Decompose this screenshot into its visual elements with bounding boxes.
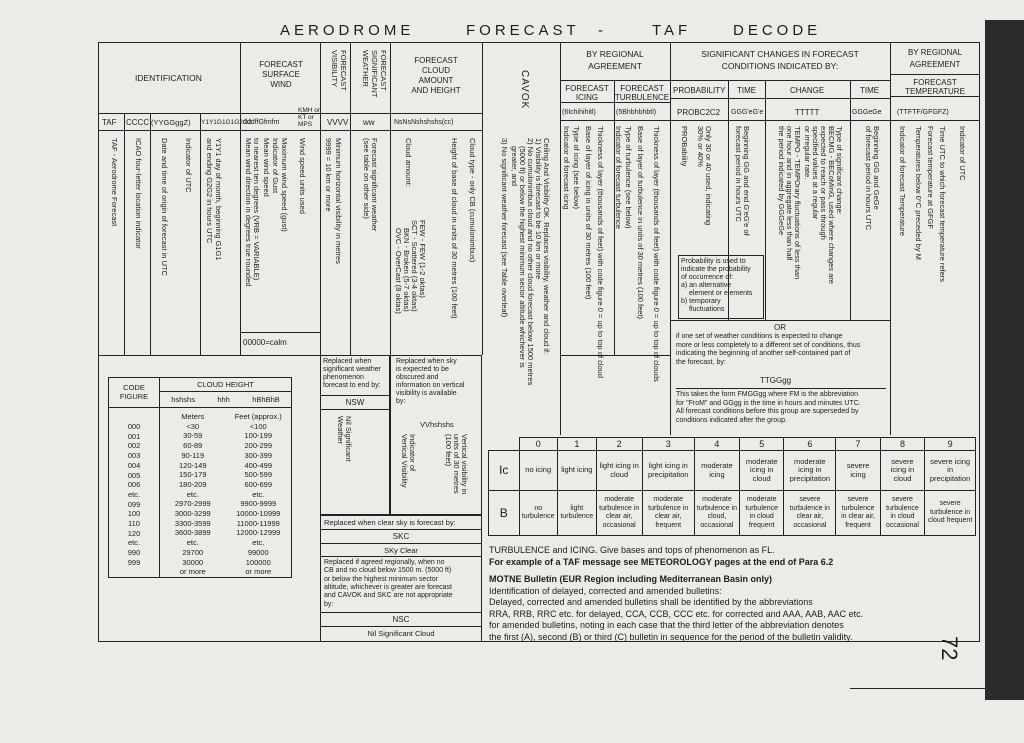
ic-cell: light icing [557,451,596,491]
desc-wind-2: to nearest ten degrees (VRB = VARIABLE) [252,138,261,281]
header-cavok: CAVOK [519,70,530,110]
ch-row-code: 990 [127,548,141,558]
header-sigwx-2: SIGNIFICANT [370,50,379,98]
rc-text2-6: by: [324,600,334,608]
rw-text-2: significant weather [323,366,381,373]
desc-cavok-1: Ceiling And Visibility OK. Replaces visibility, weather and cloud if: [542,138,551,355]
desc-vis-1: Minimum horizontal visibility in metres [334,138,343,264]
ch-row-feet: 10000-10999 [236,509,281,519]
header-sig-changes-2: CONDITIONS INDICATED BY: [721,61,839,71]
rw-code: NSW [345,398,365,407]
ch-row-meters: 3000-3299 [174,509,211,519]
rs-code: VVhshshs [420,420,454,429]
desc-change-8: the period indicated by GGGeGe [777,126,786,236]
b-cell: severe turbulence in cloud frequent [925,491,976,536]
rc-code2: NSC [392,615,410,624]
ch-row-feet: 500-599 [244,470,273,480]
header-regional-1a: BY REGIONAL [586,49,644,59]
rs-text-6: by: [396,398,406,405]
ch-row-code: 002 [127,441,141,451]
desc-prob-3: 30% or 40% [696,126,705,167]
or-text2-2: for "FroM" and GGgg is the time in hours and minutes UTC. [676,399,861,407]
note-line: MOTNE Bulletin (EUR Region including Mediterranean Basin only) [489,574,773,584]
ic-cell: light icing in cloud [596,451,642,491]
header-regional-2a: BY REGIONAL [907,48,963,57]
ic-cell: moderate icing [694,451,739,491]
b-label: B [489,491,520,536]
code-vvvv: VVVV [327,118,349,127]
ch-row-feet: 100-199 [244,431,273,441]
ib-col-head: 7 [836,438,880,451]
ch-height: CLOUD HEIGHT [160,378,291,392]
ch-meters-column [160,408,226,577]
ch-row-feet: <100 [249,421,267,431]
b-cell: light turbulence [557,491,596,536]
ch-row-feet: 200-299 [244,441,273,451]
ch-row-feet: 400-499 [244,460,273,470]
ch-row-meters: 30000 [182,557,204,567]
desc-wind-1: Mean wind direction in degrees true rounded [244,138,253,287]
desc-cloud-4: BKN - Broken (5-7 oktas) [402,228,411,312]
desc-icing-4: Thickness of layer (thousands of feet) with code figure 0 = up to top of cloud [596,126,605,379]
desc-cavok-4: (5000 ft) or below the highest minimum sector altitude whichever is [518,146,527,368]
rs-text-2: is expected to be [396,366,449,373]
ch-row-code: 110 [128,519,140,529]
prob-note-4: a) an alternative [681,282,732,289]
header-surface-wind-1: FORECAST [259,60,303,69]
or-text2-4: conditions indicated after the group. [676,416,787,424]
rc-text2-4: altitude, whichever is greater are forecast [324,583,453,591]
code-change: TTTTT [795,108,820,117]
desc-ww-1: Forecast significant weather [370,138,379,232]
cloud-height-table [108,377,292,578]
header-cloud-4: AND HEIGHT [411,86,461,95]
code-cccc: CCCC [126,118,150,127]
ch-sub-2: hhh [217,395,230,404]
ch-row-meters: etc. [186,538,199,548]
or-label: OR [774,323,786,332]
ch-unit-ft: Feet (approx.) [234,412,282,421]
ch-row-code: 120 [127,528,141,538]
b-cell: severe turbulence in clear air, occasional [784,491,836,536]
ch-row-feet: 100000 [245,557,271,567]
desc-taf: TAF - Aerodrome Forecast [110,138,119,227]
desc-change-2: BECMG - BECoMinG, used where changes are [827,126,836,284]
desc-y1y1-1: Y1Y1 day of month, beginning G1G1 [214,138,223,261]
header-sig-changes-1: SIGNIFICANT CHANGES IN FORECAST [701,49,859,59]
ch-row-meters: 2970-2999 [174,499,211,509]
ch-sub-1: hshshs [171,395,195,404]
desc-wind-4: Maximum wind speed (gust) [280,138,289,232]
note-line: Identification of delayed, corrected and amended bulletins: [489,585,722,596]
or-code: TTGGgg [760,376,792,385]
ch-row-meters: 120-149 [178,460,207,470]
desc-cloud-1: Cloud amount: [404,138,413,187]
ch-row-feet: 9900-9999 [240,499,277,509]
ch-row-meters: etc. [186,489,199,499]
desc-temp-1: Indicator of forecast Temperature [898,126,907,236]
rc-label: SKy Clear [384,546,418,555]
rs-text-1: Replaced when sky [396,358,457,365]
desc-turb-1: Indicator of forecast turbulence [614,126,623,229]
code-icing: (6Ichihihitl) [562,109,596,116]
header-change: CHANGE [790,86,825,95]
header-fc-temp-2: TEMPERATURE [905,87,965,96]
desc-change-4: specified values at a regular [811,126,820,220]
desc-turb-2: Type of turbulence (see below) [624,126,633,229]
ch-row-code: etc. [127,538,141,548]
header-probability: PROBABILITY [673,86,726,95]
rw-vert-1: Nil Significant [344,416,353,462]
title-decode: DECODE [733,22,822,39]
header-time-2: TIME [860,86,880,95]
header-sigwx-3: WEATHER [361,50,370,87]
header-surface-wind-2: SURFACE [262,70,300,79]
ch-row-code: 005 [127,470,141,480]
ch-row-code: etc. [127,489,141,499]
desc-cloud-5: OVC - OverCast (8 oktas) [394,228,403,314]
ch-row-meters: 60-89 [183,441,203,451]
ch-row-feet: etc. [252,489,265,499]
desc-wind-3: Mean wind speed [262,138,271,197]
header-identification: IDENTIFICATION [135,73,202,83]
desc-cccc: ICAO four-letter location indicator [134,138,143,249]
b-cell: moderate turbulence in cloud, occasional [694,491,739,536]
desc-change-1: Type of significant change: [835,126,844,215]
note-line: the first (A), second (B) or third (C) bulletin in sequence for the period of the bulletin validity. [489,631,853,642]
header-cloud-3: AMOUNT [418,76,454,85]
ch-row-code: 006 [127,480,141,490]
code-yyggggz: (YYGGggZ) [151,118,191,127]
ch-feet-column [226,408,292,577]
note-line: for amended bulletins, noting in each case that the third letter of the abbreviation denotes [489,620,844,630]
or-text2-3: All forecast conditions before this group are superseded by [676,408,859,415]
rs-vert-5: (100 feet) [444,434,453,467]
header-fc-turb-2: TURBULENCE [614,93,670,102]
header-regional-1b: AGREEMENT [588,61,642,71]
code-time1: GGG'eG'e [731,109,764,116]
ch-row-code: 001 [127,431,141,441]
code-ww: ww [363,118,375,127]
desc-time2-1: Beginning GG and GeGe [872,126,881,210]
calm-label: 00000=calm [243,338,287,347]
b-cell: moderate turbulence in cloud frequent [740,491,784,536]
code-units-2: KT or [298,114,314,121]
ch-row-code: 003 [127,451,141,461]
desc-turb-4: Thickness of layer (thousands of feet) with code figure 0 = up to top of clouds [652,126,661,382]
ch-row-code: 004 [127,460,141,470]
rs-text-4: information on vertical [396,382,465,389]
ic-cell: moderate icing in precipitation [784,451,836,491]
desc-change-6: TEMPO - TEMPOrary fluctuations of less than [793,126,802,280]
rc-text2-5: and CAVOK and SKC are not appropriate [324,592,453,600]
ch-row-meters: 3600-3899 [174,528,211,538]
desc-yygg-1: Date and time of origin of forecast in UTC [160,138,169,276]
header-fc-icing-1: FORECAST [565,84,609,93]
ch-row-code: 000 [127,422,141,431]
header-fc-icing-2: ICING [575,93,599,102]
title-forecast: FORECAST [466,22,580,39]
code-y1y1: Y1Y1G1G1G2G2 [201,119,252,126]
header-surface-wind-3: WIND [270,80,292,89]
desc-icing-2: Type of icing (see below) [572,126,581,209]
ch-row-meters: <30 [186,421,200,431]
desc-icing-3: Base of layer of icing in units of 30 metres (100 feet) [584,126,593,300]
ic-cell: severe icing [836,451,880,491]
desc-time2-2: of forecast period in hours UTC [864,126,873,231]
prob-note-1: Probability is used to [681,258,746,265]
b-cell: severe turbulence in cloud occasional [880,491,925,536]
ch-row-meters: 180-209 [178,479,207,489]
title-dash: - [598,22,607,39]
page-number: 72 [937,636,962,661]
title-aerodrome: AERODROME [280,22,415,39]
desc-cavok-2: 1) Visibility is forecast to be 10 km or more [534,138,543,280]
rw-text-1: Replaced when [323,358,372,365]
desc-y1y1-2: and ending G2G2 in hours UTC [205,138,214,244]
ib-col-head: 8 [880,438,925,451]
ic-cell: moderate icing in cloud [740,451,784,491]
or-text-3: indicating the beginning of another self-contained part of [676,350,851,357]
ib-col-head: 0 [519,438,557,451]
note-line: RRA, RRB, RRC etc. for delayed, CCA, CCB, CCC etc. for corrected and AAA, AAB, AAC etc. [489,608,864,619]
ib-col-head: 5 [740,438,784,451]
ch-row-meters: or more [179,567,206,577]
ch-row-meters: 150-179 [178,470,207,480]
desc-cavok-6: 3) No significant weather forecast (see Table overleaf) [500,138,509,318]
desc-cloud-3: SCT - Scattered (3-4 oktas) [410,220,419,312]
header-visibility-2: VISIBILITY [330,50,339,88]
ic-cell: light icing in precipitation [642,451,694,491]
rc-code: SKC [392,532,410,541]
ib-col-head: 9 [925,438,976,451]
ch-row-meters: 90-119 [181,450,205,460]
notes-block [489,545,863,643]
desc-vis-2: 9999 = 10 km or more [324,138,333,212]
rs-vert-4: units of 30 metres [452,434,461,494]
rw-text-4: forecast to end by: [323,382,381,389]
rs-text-5: visibility is available [396,390,457,397]
ch-code-column [109,408,160,578]
b-cell: no turbulence [519,491,557,536]
ch-code-2: FIGURE [119,391,149,401]
or-text2-1: This takes the form FMGGgg where FM is the abbreviation [676,391,859,398]
code-units-3: MPS [298,121,313,128]
desc-ww-2: (see table on other side) [362,138,371,219]
ic-cell: severe icing in precipitation [925,451,976,491]
header-regional-2b: AGREEMENT [909,60,961,69]
rs-vert-2: Vertical Visibility [400,434,409,488]
code-temp: (TTFTF/GFGFZ) [897,109,949,116]
rc-text: Replaced when clear sky is forecast by: [324,518,456,527]
desc-temp-5: Indicator of UTC [958,126,967,181]
desc-temp-4: Time UTC to which forecast temperature refers [938,126,947,283]
ic-label: Ic [489,451,520,491]
code-cloud: NsNsNshshshs(cc) [394,119,454,126]
ch-row-meters: 30-59 [183,431,203,441]
ch-sub-3: hBhBhB [252,395,280,404]
rc-text2-1: Replaced if agreed regionally, when no [324,559,445,566]
header-sigwx-1: FORECAST [379,50,388,91]
desc-temp-3: Forecast temperature at GFGF [926,126,935,229]
desc-prob-2: Only 30 or 40 used, indicating [704,126,713,226]
rc-label2: Nil Significant Cloud [367,629,435,638]
note-line: Delayed, corrected and amended bulletins shall be identified by the abbreviations [489,597,813,607]
rs-text-3: obscured and [396,374,439,381]
ch-row-meters: 3300-3599 [174,518,211,528]
ch-row-feet: 12000-12999 [236,528,281,538]
header-fc-temp-1: FORECAST [913,78,957,87]
code-time2: GGGeGe [852,109,882,116]
code-wind: dddffGfmfm [243,119,280,126]
prob-note-5: element or elements [689,290,753,297]
desc-cloud-2: FEW - FEW (1-2 oktas) [418,220,427,298]
header-visibility-1: FORECAST [339,50,348,91]
or-text-4: the forecast, by: [676,358,726,366]
ch-code-1: CODE [123,383,145,392]
b-cell: moderate turbulence in clear air, occasional [596,491,642,536]
ib-col-head: 6 [784,438,836,451]
ib-col-head: 2 [596,438,642,451]
ch-row-feet: 600-699 [244,479,273,489]
desc-cavok-5: greater, and [510,146,519,187]
ch-row-meters: 29700 [182,547,204,557]
prob-note-7: fluctuations [689,306,725,313]
header-cloud-2: CLOUD [421,66,450,75]
ch-row-feet: etc. [252,538,265,548]
ib-col-head: 3 [642,438,694,451]
note-line: For example of a TAF message see METEOROLOGY pages at the end of Para 6.2 [489,556,834,567]
or-text-2: more or less completely to a different set of conditions, thus [676,341,861,349]
prob-note-6: b) temporary [681,298,721,305]
desc-time1-1: Beginning GG and end G'eG'e of [742,126,751,236]
code-taf: TAF [102,118,117,127]
ib-col-head: 1 [557,438,596,451]
rs-vert-3: Vertical visibility in [460,434,469,495]
ch-row-code: 100 [127,509,141,519]
icing-turbulence-table [488,437,976,536]
header-time-1: TIME [737,86,757,95]
header-fc-turb-1: FORECAST [620,84,664,93]
desc-icing-1: Indicator of forecast icing [562,126,571,210]
header-cloud-1: FORECAST [414,56,458,65]
rs-vert-1: Indicator of [408,434,417,472]
code-prob: PROBC2C2 [677,108,721,117]
or-text-1: if one set of weather conditions is expected to change [676,333,843,340]
rc-text2-2: CB and no cloud below 1500 m. (5000 ft) [324,567,452,575]
ch-row-feet: 11000-11999 [236,518,280,528]
ic-cell: severe icing in cloud [880,451,925,491]
prob-note-3: of occurrence of: [681,274,734,281]
desc-time1-2: forecast period in hours UTC [734,126,743,222]
desc-turb-3: Base of layer of turbulence in units of 30 metres (100 feet) [636,126,645,320]
desc-yygg-2: Indicator of UTC [184,138,193,193]
ch-row-feet: or more [245,567,272,577]
title-taf: TAF [652,22,692,39]
desc-wind-6: Wind speed units used [298,138,307,214]
scan-edge-shadow [985,20,1024,700]
b-cell: severe turbulence in clear air, frequent [836,491,880,536]
rw-text-3: phenomenon [323,374,364,381]
desc-wind-5: Indicator of Gust [271,138,280,194]
desc-change-7: one hour and in aggregate less than half [785,126,794,261]
ch-row-feet: 99000 [247,547,269,557]
prob-note-2: indicate the probability [681,266,751,273]
ch-row-code: 999 [127,557,141,567]
desc-cloud-7: Cloud type - only CB (cumulonimbus) [468,138,477,263]
ib-col-head: 4 [694,438,739,451]
code-turb: (5Bhbhbhbtl) [616,109,657,116]
code-units-1: KMH or [298,107,321,114]
desc-cavok-3: 2) No cumulonimbus cloud and no other cloud forecast below 1500 metres [526,138,535,386]
ch-unit-m: Meters [181,412,205,421]
note-line: TURBULENCE and ICING. Give bases and tops of phenomenon as FL. [489,545,775,555]
ch-row-code: 099 [127,499,141,509]
ic-cell: no icing [519,451,557,491]
ch-row-feet: 300-399 [244,450,273,460]
rc-text2-3: or below the highest minimum sector [324,575,438,583]
desc-change-3: expected to reach or pass through [819,126,828,240]
desc-temp-2: Temperatures below 0°C preceded by M [914,126,923,260]
rw-vert-2: Weather [336,416,345,445]
desc-prob-1: PROBability [680,126,689,167]
b-cell: moderate turbulence in clear air, frequent [642,491,694,536]
desc-change-5: or irregular rate. [803,126,812,180]
desc-cloud-6: Height of base of cloud in units of 30 metres (100 feet) [450,138,459,319]
